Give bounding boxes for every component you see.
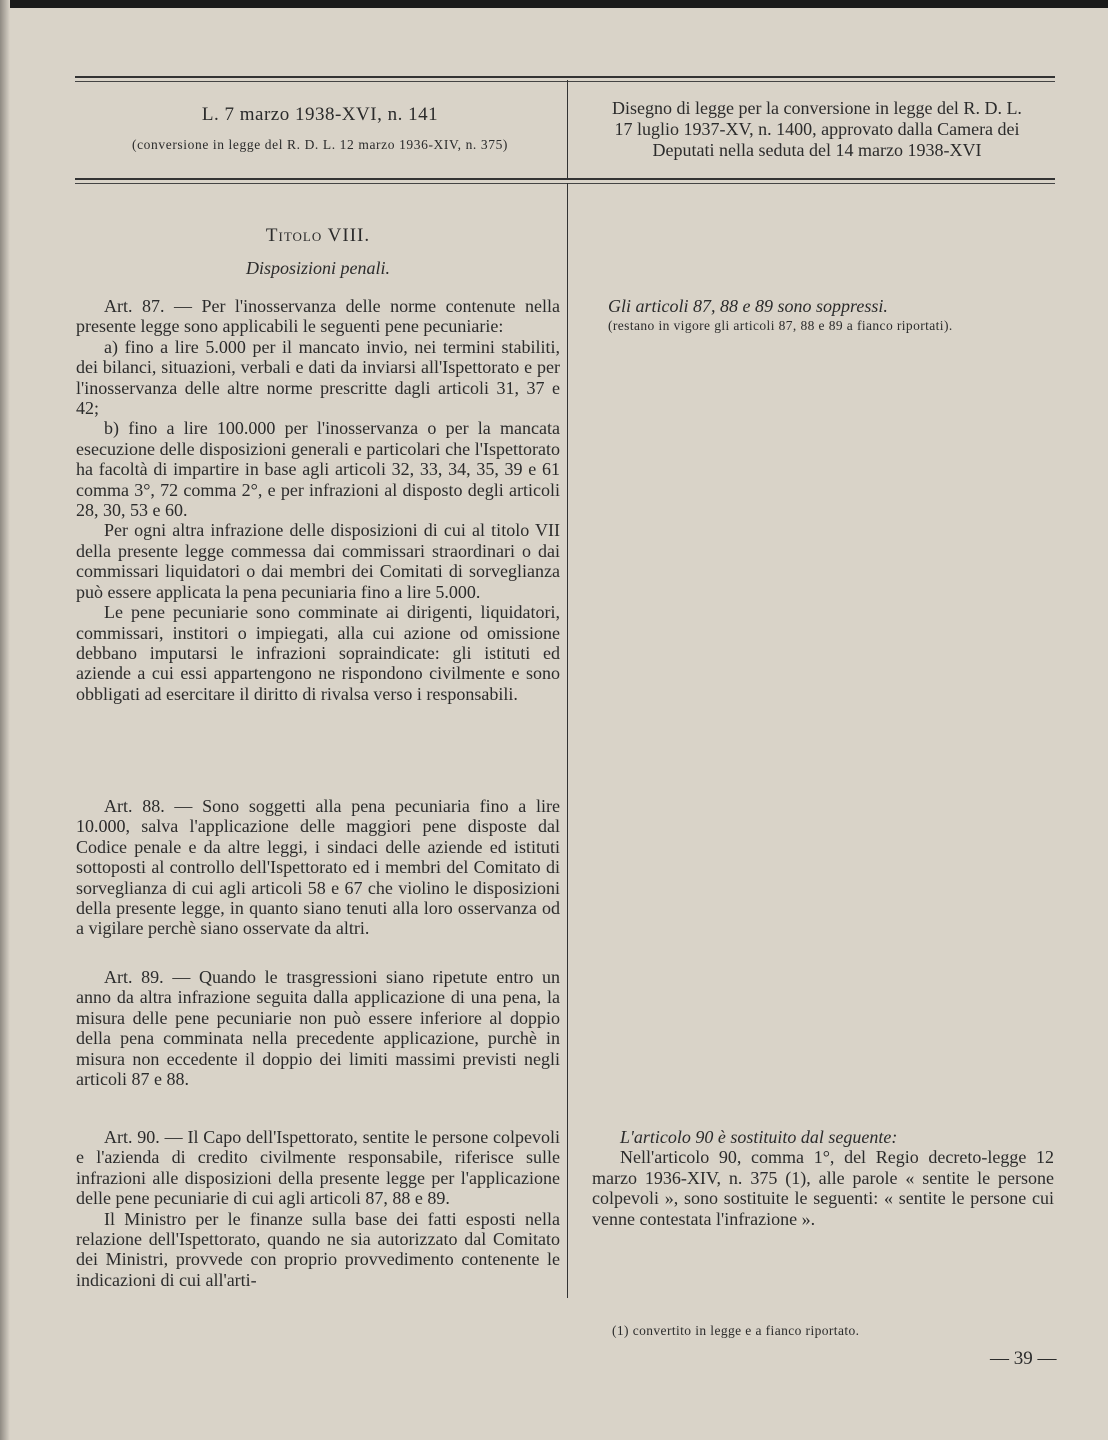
column-divider bbox=[567, 183, 568, 1298]
art89-paragraph: Art. 89. — Quando le trasgressioni siano ripetute entro un anno da altra infrazione seguita dalla applicazione di una pena, la misura delle pene pecuniarie non può essere inferiore al doppio della pena comminata nella precedente applicazione, purchè in misura non eccedente il doppio dei limiti massimi previsti negli articoli 87 e 88. bbox=[76, 967, 560, 1090]
note-articles-87-89 bbox=[608, 296, 1054, 337]
page-number: — 39 — bbox=[990, 1348, 1057, 1369]
art87-paragraph: Per ogni altra infrazione delle disposizioni di cui al titolo VII della presente legge commessa dai commissari straordinari o dai commissari liquidatori o dai membri dei Comitati di sorveglianza può essere applicata la pena pecuniaria fino a lire 5.000. bbox=[76, 520, 560, 602]
header-top-rule bbox=[75, 76, 1055, 78]
article-88 bbox=[76, 796, 560, 939]
note1-subtitle: (restano in vigore gli articoli 87, 88 e 89 a fianco riportati). bbox=[608, 318, 953, 334]
article-90 bbox=[76, 1127, 560, 1290]
header-column-divider bbox=[567, 80, 568, 180]
footnote: (1) convertito in legge e a fianco riportato. bbox=[612, 1323, 860, 1338]
art87-paragraph: a) fino a lire 5.000 per il mancato invio, nei termini stabiliti, dei bilanci, situazioni, verbali e dati da inviarsi all'Ispettorato e per l'inosservanza delle altre norme prescritte dagli articoli 31, 37 e 42; bbox=[76, 336, 560, 419]
art87-paragraph: Art. 87. — Per l'inosservanza delle norme contenute nella presente legge sono applicabili le seguenti pene pecuniarie: bbox=[76, 296, 560, 337]
left-header-title: L. 7 marzo 1938-XVI, n. 141 bbox=[201, 104, 439, 125]
header-bottom-rule-thin bbox=[75, 183, 1055, 184]
section-title: Titolo VIII. bbox=[265, 225, 371, 246]
right-header bbox=[582, 98, 1052, 161]
note1-title: Gli articoli 87, 88 e 89 sono soppressi. bbox=[608, 296, 888, 316]
note2-body: Nell'articolo 90, comma 1°, del Regio decreto-legge 12 marzo 1936-XIV, n. 375 (1), alle parole « sentite le persone colpevoli », sono sostituite le seguenti: « sentite le persone cui venne contestata l'infrazione ». bbox=[592, 1147, 1054, 1229]
left-header-subtitle: (conversione in legge del R. D. L. 12 marzo 1936-XIV, n. 375) bbox=[131, 137, 509, 152]
art90-paragraph: Il Ministro per le finanze sulla base dei fatti esposti nella relazione dell'Ispettorato, quando ne sia autorizzato dal Comitato dei Ministri, provvede con proprio provvedimento contenente le indicazioni di cui all'arti- bbox=[76, 1208, 560, 1290]
article-87 bbox=[76, 296, 560, 704]
art90-paragraph: Art. 90. — Il Capo dell'Ispettorato, sentite le persone colpevoli e l'azienda di credito civilmente responsabile, riferisce sulle infrazioni alle disposizioni della presente legge per l'applicazione delle pene pecuniarie di cui agli articoli 87, 88 e 89. bbox=[76, 1127, 560, 1209]
note-article-90 bbox=[592, 1127, 1054, 1229]
scan-top-border bbox=[0, 0, 1108, 8]
art88-paragraph: Art. 88. — Sono soggetti alla pena pecuniaria fino a lire 10.000, salva l'applicazione delle maggiori pene disposte dal Codice penale e da altre leggi, i sindaci delle aziende ed istituti sottoposti al controllo dell'Ispettorato ed i membri del Comitato di sorveglianza di cui agli articoli 58 e 67 che violino le disposizioni della presente legge, in quanto siano tenuti alla loro osservanza od a vigilare perchè siano osservate da altri. bbox=[76, 796, 560, 939]
right-header-line: 17 luglio 1937-XV, n. 1400, approvato dalla Camera dei bbox=[614, 119, 1020, 139]
header-top-rule-thin bbox=[75, 81, 1055, 82]
article-89 bbox=[76, 967, 560, 1089]
art87-paragraph: Le pene pecuniarie sono comminate ai dirigenti, liquidatori, commissari, institori o impiegati, alla cui azione od omissione debbano imputarsi le infrazioni sopraindicate: gli istituti ed aziende a cui essi appartengono ne rispondono civilmente e sono obbligati ad esercitare il diritto di rivalsa verso i responsabili. bbox=[76, 602, 560, 704]
right-header-line: Deputati nella seduta del 14 marzo 1938-XVI bbox=[652, 140, 982, 160]
scan-left-edge bbox=[0, 0, 10, 1440]
section-subtitle: Disposizioni penali. bbox=[245, 258, 390, 278]
art87-paragraph: b) fino a lire 100.000 per l'inosservanza o per la mancata esecuzione delle disposizioni generali e particolari che l'Ispettorato ha facoltà di impartire in base agli articoli 32, 33, 34, 35, 39 e 61 comma 3°, 72 comma 2°, e per infrazioni al disposto degli articoli 28, 30, 53 e 60. bbox=[76, 418, 560, 521]
right-header-line: Disegno di legge per la conversione in legge del R. D. L. bbox=[612, 98, 1022, 118]
header-bottom-rule bbox=[75, 178, 1055, 180]
note2-title: L'articolo 90 è sostituito dal seguente: bbox=[620, 1127, 898, 1147]
